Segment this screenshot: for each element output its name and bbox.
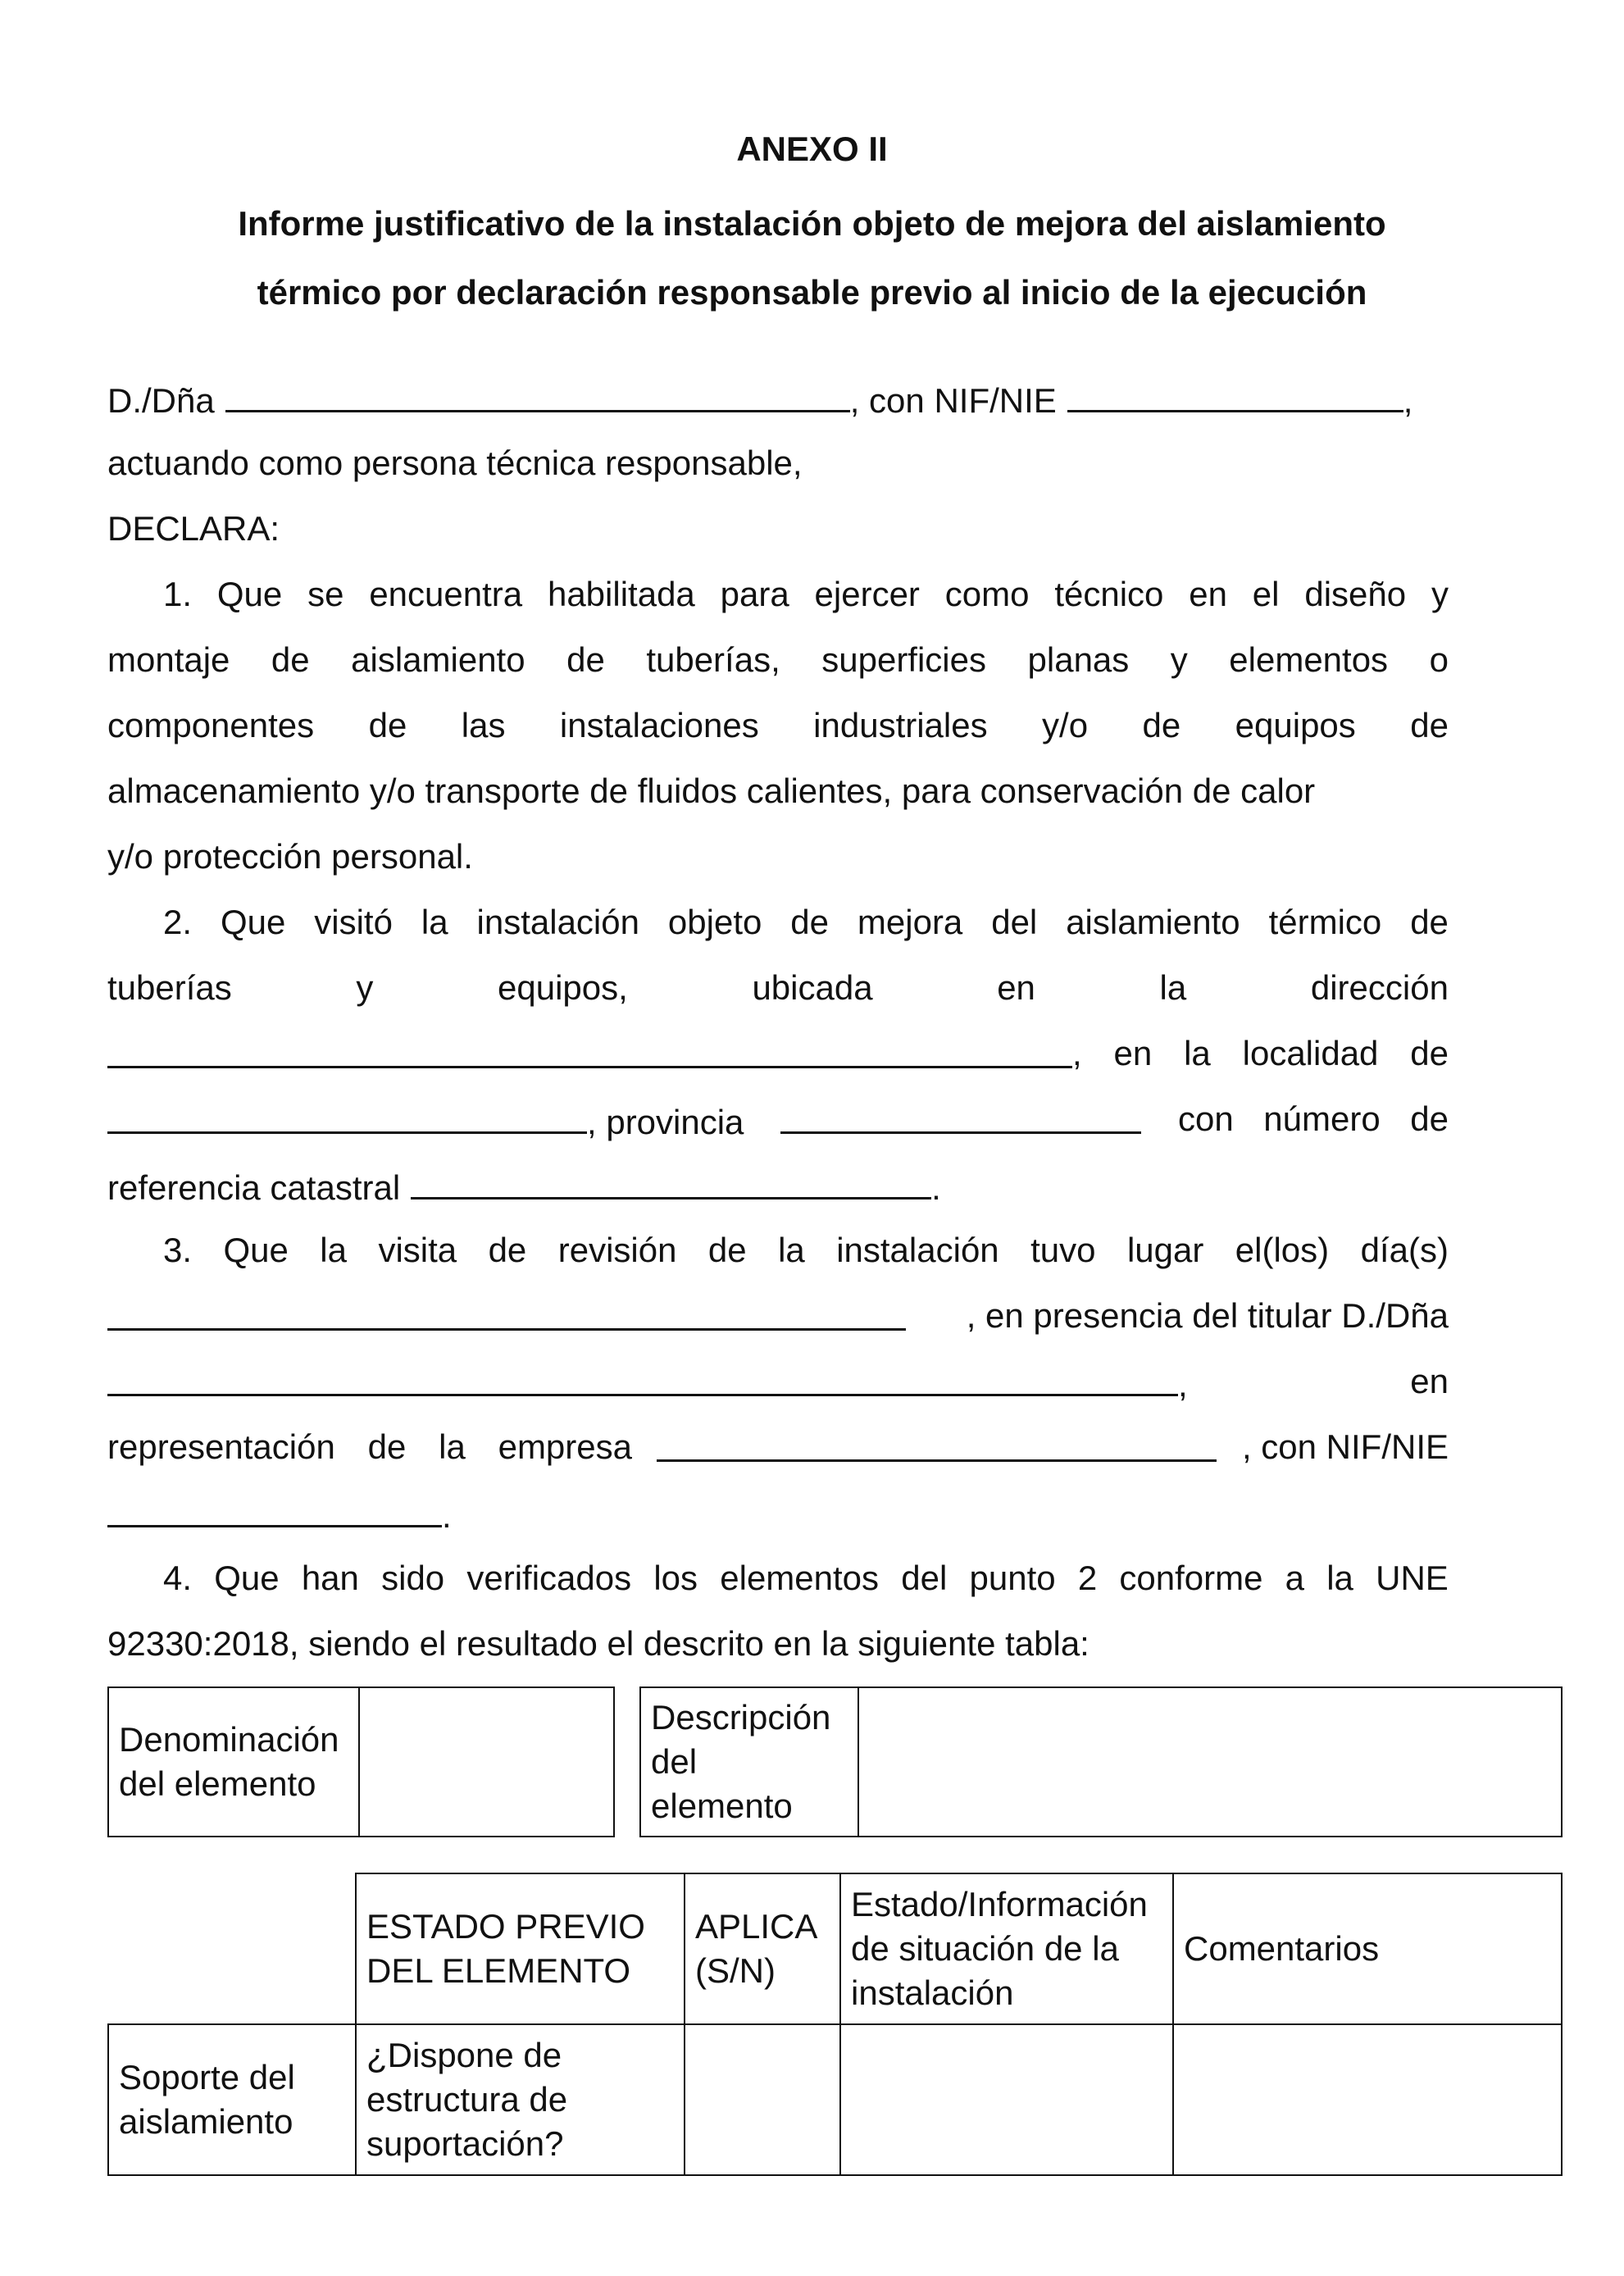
word: la xyxy=(1159,968,1187,1007)
word: instalaciones xyxy=(559,706,759,744)
word: las xyxy=(461,706,506,744)
word: de xyxy=(488,1231,527,1269)
point-1-line-4: almacenamiento y/o transporte de fluidos calientes, para conservación de calor xyxy=(107,772,1316,810)
presence-label: , en presencia del titular D./Dña xyxy=(966,1296,1449,1335)
word: de xyxy=(707,1231,747,1269)
table-row xyxy=(108,2024,1562,2175)
report-title-line-2: térmico por declaración responsable previo al inicio de la ejecución xyxy=(257,273,1367,312)
word: o xyxy=(1429,640,1449,679)
word: como xyxy=(944,575,1030,613)
word: y xyxy=(1170,640,1188,679)
word: diseño xyxy=(1304,575,1407,613)
word: térmico xyxy=(1268,903,1382,941)
declara-label: DECLARA: xyxy=(107,509,280,548)
word: la xyxy=(778,1231,805,1269)
comments-cell[interactable] xyxy=(1173,2024,1562,2175)
word: 2. xyxy=(163,903,193,941)
word: verificados xyxy=(466,1559,632,1597)
word: tuberías xyxy=(107,968,232,1007)
word: para xyxy=(720,575,789,613)
titular-blank-field[interactable] xyxy=(107,1361,1178,1396)
word: la xyxy=(1326,1559,1353,1597)
word: equipos, xyxy=(498,968,628,1007)
word: tuberías, xyxy=(646,640,780,679)
point-2-line-5 xyxy=(107,1164,1449,1209)
point-3-line-4 xyxy=(107,1427,1449,1468)
word: la xyxy=(421,903,448,941)
row-question-support-structure: ¿Dispone de estructura de suportación? xyxy=(356,2024,685,2175)
point-2-line-2 xyxy=(107,967,1449,1008)
cadastral-number-label: con número de xyxy=(1177,1099,1449,1138)
word: sido xyxy=(381,1559,445,1597)
point-1-line-5: y/o protección personal. xyxy=(107,837,473,876)
word: del xyxy=(991,903,1038,941)
word: Que xyxy=(220,903,286,941)
word: punto xyxy=(969,1559,1056,1597)
annex-title: ANEXO II xyxy=(736,130,888,168)
word: ejercer xyxy=(814,575,920,613)
company-nif-blank-field[interactable] xyxy=(107,1492,442,1527)
word: aislamiento xyxy=(1066,903,1240,941)
word: del xyxy=(901,1559,948,1597)
header-blank-cell xyxy=(108,1873,356,2024)
comma: , xyxy=(1403,381,1413,420)
word: de xyxy=(368,706,407,744)
word: 1. xyxy=(163,575,193,613)
word: lugar xyxy=(1126,1231,1204,1269)
word: 4. xyxy=(163,1559,193,1597)
word: Que xyxy=(223,1231,289,1269)
word: montaje xyxy=(107,640,230,679)
point-1-line-3 xyxy=(107,705,1449,746)
company-label: representación de la empresa xyxy=(107,1427,632,1466)
word: visitó xyxy=(314,903,393,941)
table-header-row xyxy=(108,1873,1562,2024)
word: 3. xyxy=(163,1231,193,1269)
verification-table xyxy=(107,1873,1563,2176)
word: instalación xyxy=(476,903,639,941)
word: superficies xyxy=(821,640,987,679)
point-4-line-1 xyxy=(163,1558,1449,1599)
word: y xyxy=(1431,575,1449,613)
word: la xyxy=(320,1231,347,1269)
word: dirección xyxy=(1310,968,1449,1007)
word: visita xyxy=(378,1231,457,1269)
word: los xyxy=(653,1559,698,1597)
word: de xyxy=(1142,706,1181,744)
company-nif-label: , con NIF/NIE xyxy=(1241,1427,1449,1466)
point-3-line-1 xyxy=(163,1230,1449,1271)
word: 2 xyxy=(1077,1559,1098,1597)
word: mejora xyxy=(857,903,963,941)
nif-label: , con NIF/NIE xyxy=(849,381,1057,420)
period: . xyxy=(931,1168,941,1207)
header-status-info: Estado/Información de situación de la instalación xyxy=(840,1873,1173,2024)
visit-date-blank-field[interactable] xyxy=(107,1295,906,1331)
intro-line-1 xyxy=(107,377,1449,421)
word: de xyxy=(1410,903,1449,941)
word: planas xyxy=(1027,640,1130,679)
word: técnico xyxy=(1054,575,1164,613)
word: en xyxy=(1189,575,1227,613)
word: industriales xyxy=(813,706,988,744)
word: en xyxy=(1410,1362,1449,1400)
header-applies: APLICA (S/N) xyxy=(685,1873,840,2024)
word: de xyxy=(1410,706,1449,744)
element-name-table xyxy=(107,1687,615,1837)
status-info-cell[interactable] xyxy=(840,2024,1173,2175)
word: a xyxy=(1285,1559,1305,1597)
word: en xyxy=(997,968,1035,1007)
comma: , xyxy=(1178,1365,1188,1404)
point-3-line-3 xyxy=(107,1361,1449,1405)
word: aislamiento xyxy=(351,640,525,679)
word: y/o xyxy=(1042,706,1089,744)
word: Que xyxy=(214,1559,280,1597)
period: . xyxy=(442,1496,452,1535)
role-line: actuando como persona técnica responsable, xyxy=(107,444,803,482)
dna-label: D./Dña xyxy=(107,381,215,420)
point-3-line-2 xyxy=(107,1295,1449,1336)
word: UNE xyxy=(1376,1559,1449,1597)
province-label: , provincia xyxy=(587,1103,744,1141)
applies-cell[interactable] xyxy=(685,2024,840,2175)
word: elementos xyxy=(720,1559,880,1597)
word: encuentra xyxy=(369,575,523,613)
word: se xyxy=(307,575,344,613)
word: objeto xyxy=(667,903,762,941)
word: tuvo xyxy=(1030,1231,1096,1269)
word: habilitada xyxy=(547,575,695,613)
cadastral-blank-field[interactable] xyxy=(411,1164,931,1199)
locality-label: , en la localidad de xyxy=(1072,1034,1449,1072)
point-1-line-1 xyxy=(163,574,1449,615)
report-title-line-1: Informe justificativo de la instalación objeto de mejora del aislamiento xyxy=(238,204,1386,243)
locality-blank-field[interactable] xyxy=(107,1099,587,1134)
point-2-line-3 xyxy=(107,1033,1449,1077)
word: de xyxy=(566,640,605,679)
element-description-value[interactable] xyxy=(858,1687,1562,1837)
element-name-label: Denominación del elemento xyxy=(108,1687,359,1837)
word: instalación xyxy=(836,1231,999,1269)
word: el(los) xyxy=(1235,1231,1330,1269)
row-label-insulation-support: Soporte del aislamiento xyxy=(108,2024,356,2175)
element-description-label: Descripción del elemento xyxy=(640,1687,858,1837)
cadastral-label: referencia catastral xyxy=(107,1168,401,1207)
word: de xyxy=(271,640,310,679)
word: han xyxy=(301,1559,359,1597)
header-comments: Comentarios xyxy=(1173,1873,1562,2024)
nif-blank-field[interactable] xyxy=(1067,377,1403,412)
point-2-line-4 xyxy=(107,1099,1449,1143)
point-3-line-5 xyxy=(107,1492,1449,1536)
company-blank-field[interactable] xyxy=(657,1427,1217,1462)
word: ubicada xyxy=(752,968,873,1007)
word: día(s) xyxy=(1360,1231,1449,1269)
word: equipos xyxy=(1235,706,1356,744)
header-previous-state: ESTADO PREVIO DEL ELEMENTO xyxy=(356,1873,685,2024)
point-1-line-2 xyxy=(107,640,1449,681)
word: revisión xyxy=(557,1231,677,1269)
word: de xyxy=(790,903,829,941)
element-name-value[interactable] xyxy=(359,1687,614,1837)
word: elementos xyxy=(1229,640,1389,679)
word: conforme xyxy=(1119,1559,1263,1597)
word: y xyxy=(356,968,374,1007)
name-blank-field[interactable] xyxy=(225,377,850,412)
word: Que xyxy=(216,575,283,613)
point-2-line-1 xyxy=(163,902,1449,943)
point-4-line-2: 92330:2018, siendo el resultado el descrito en la siguiente tabla: xyxy=(107,1624,1089,1663)
province-blank-field[interactable] xyxy=(780,1099,1141,1134)
word: el xyxy=(1252,575,1280,613)
element-description-table xyxy=(639,1687,1563,1837)
address-blank-field[interactable] xyxy=(107,1033,1072,1068)
word: componentes xyxy=(107,706,315,744)
